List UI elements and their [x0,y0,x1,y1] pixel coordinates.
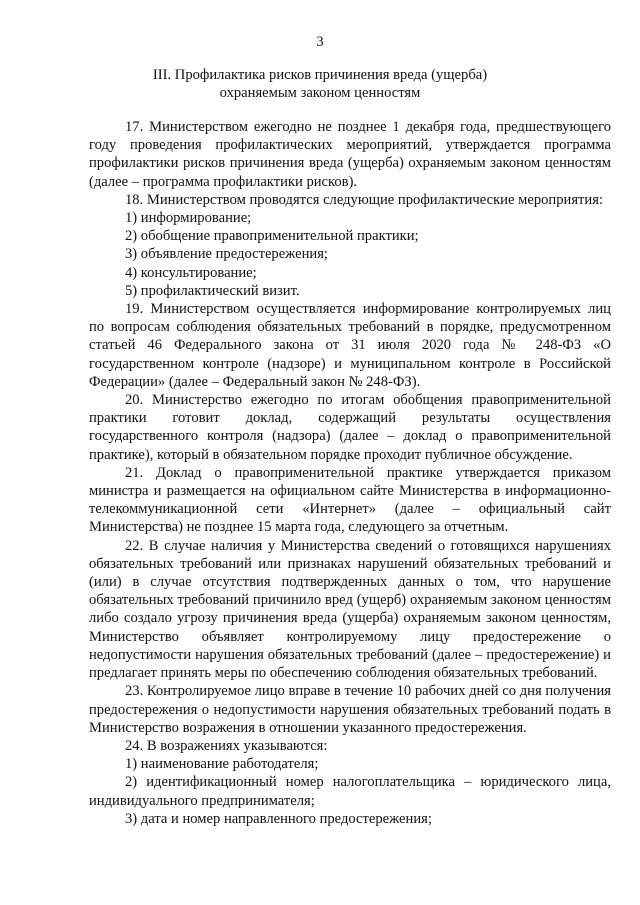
list-item: 3) дата и номер направленного предостережения; [125,810,432,827]
section-heading-line-2: охраняемым законом ценностям [219,85,421,102]
paragraph-22: 22. В случае наличия у Министерства сведений о готовящихся нарушениях обязательных требований или признаках нарушений обязательных требований и (или) в случае отсутствия подтвержденных данных о том, что нарушение обязательных требований причинило вред (ущерб) охраняемым законом ценностям либо создало угрозу причинения вреда (ущерба) охраняемым законом ценностям, Министерство объявляет контролируемому лицу предостережение о недопустимости нарушения обязательных требований (далее – предостережение) и предлагает принять меры по обеспечению соблюдения обязательных требований. [89,537,611,682]
paragraph-20: 20. Министерство ежегодно по итогам обобщения правоприменительной практики готовит доклад, содержащий результаты осуществления государственного контроля (надзора) (далее – доклад о правоприменительной практике), который в обязательном порядке проходит публичное обсуждение. [89,392,611,463]
list-item: 5) профилактический визит. [125,282,300,299]
section-heading [118,66,522,102]
paragraph-18: 18. Министерством проводятся следующие профилактические мероприятия: [125,191,604,208]
list-item: 2) идентификационный номер налогоплательщика – юридического лица, индивидуального предпринимателя; [89,774,611,809]
section-heading-line-1: III. Профилактика рисков причинения вреда (ущерба) [152,67,488,83]
paragraph-24: 24. В возражениях указываются: [125,737,328,754]
list-item: 3) объявление предостережения; [125,246,328,263]
page-number: 3 [316,34,324,50]
paragraph-21: 21. Доклад о правоприменительной практике утверждается приказом министра и размещается на официальном сайте Министерства в информационно-телекоммуникационной сети «Интернет» (далее – официальный сайт Министерства) не позднее 15 марта года, следующего за отчетным. [89,464,611,536]
paragraph-23: 23. Контролируемое лицо вправе в течение 10 рабочих дней со дня получения предостережения о недопустимости нарушения обязательных требований подать в Министерство возражения в отношении указанного предостережения. [89,683,611,736]
document-body [89,118,611,828]
list-item: 4) консультирование; [125,264,257,281]
list-item: 2) обобщение правоприменительной практики; [125,228,419,245]
paragraph-17: 17. Министерством ежегодно не позднее 1 декабря года, предшествующего году проведения профилактических мероприятий, утверждается программа профилактики рисков причинения вреда (ущерба) охраняемым законом ценностям (далее – программа профилактики рисков). [89,119,611,190]
list-item: 1) информирование; [125,210,252,227]
paragraph-19: 19. Министерством осуществляется информирование контролируемых лиц по вопросам соблюдения обязательных требований в порядке, предусмотренном статьей 46 Федерального закона от 31 июля 2020 года № 248-ФЗ «О государственном контроле (надзоре) и муниципальном контроле в Российской Федерации» (далее – Федеральный закон № 248-ФЗ). [89,301,611,390]
list-item: 1) наименование работодателя; [125,756,319,773]
